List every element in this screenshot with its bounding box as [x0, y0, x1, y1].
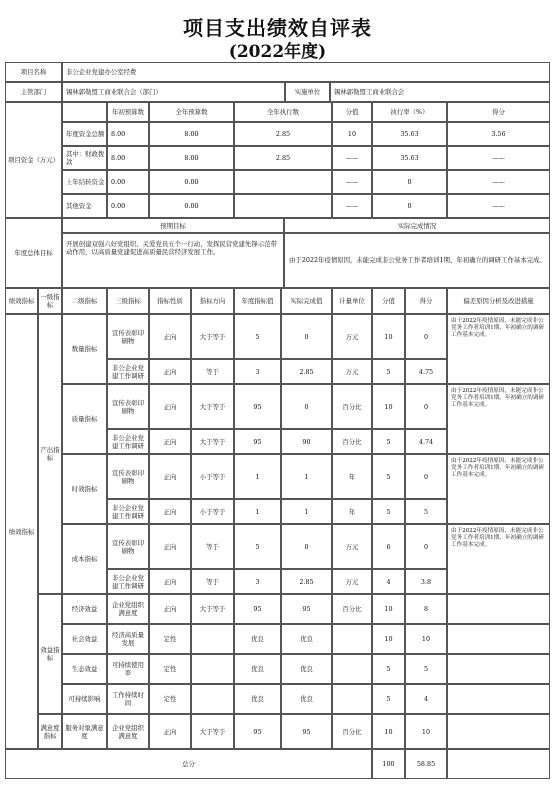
indicator-direction: 大于等于 — [191, 384, 234, 429]
goal-expected-text: 开展创建双强六好党组织、关爱党员五个一行动，发挥民营党建先锋示范带动作用，以高质量党建促进高质量民营经济发展工作。 — [62, 233, 284, 288]
indicator-score: 10 — [405, 624, 447, 654]
indicator-unit: 万元 — [332, 524, 372, 569]
indicator-target: 3 — [234, 569, 281, 594]
indicator-unit: 万元 — [332, 314, 372, 359]
deviation-reason: 由于2022年疫情原因，未能完成非公党务工作者培训1期、年初确立的调研工作基本完成。 — [447, 384, 550, 454]
ind-header-level1: 一级指标 — [38, 288, 62, 314]
fund-row-budget: 8.00 — [149, 122, 234, 146]
indicator-weight: 10 — [372, 384, 405, 429]
satisfaction-indicator-label: 满意度指标 — [38, 714, 62, 749]
indicator-actual: 95 — [281, 594, 332, 624]
fund-row-rate: 0 — [372, 170, 447, 194]
indicator-score: 4.74 — [405, 429, 447, 454]
ind-header-perf: 绩效指标 — [5, 288, 38, 314]
indicator-unit: 万元 — [332, 359, 372, 384]
fund-header-blank — [62, 102, 107, 122]
indicator-nature: 定性 — [149, 684, 191, 714]
indicator-target: 优良 — [234, 654, 281, 684]
fund-header-rate: 执行率（%） — [372, 102, 447, 122]
goal-expected-header: 预期目标 — [62, 218, 284, 233]
indicator-actual: 优良 — [281, 624, 332, 654]
fund-row-score: —— — [447, 146, 550, 170]
fund-row-score: 3.56 — [447, 122, 550, 146]
indicator-unit — [332, 684, 372, 714]
benefit-indicator-label: 效益指标 — [38, 594, 62, 714]
ind-header-actual: 实际完成值 — [281, 288, 332, 314]
indicator-weight: 10 — [372, 314, 405, 359]
indicator-actual: 0 — [281, 384, 332, 429]
fund-row-rate: 0 — [372, 194, 447, 218]
indicator-level3: 经济高质量发展 — [107, 624, 149, 654]
indicator-direction: 大于等于 — [191, 594, 234, 624]
fund-row-budget: 8.00 — [149, 146, 234, 170]
indicator-target: 5 — [234, 524, 281, 569]
indicator-nature: 正向 — [149, 454, 191, 499]
fund-row-exec — [234, 194, 332, 218]
indicator-direction — [191, 624, 234, 654]
ind-header-score: 得分 — [405, 288, 447, 314]
indicator-level3: 企业党组织满意度 — [107, 714, 149, 749]
fund-row-start: 8.00 — [107, 122, 149, 146]
deviation-reason: 由于2022年疫情原因，未能完成非公党务工作者培训1期、年初确立的调研工作基本完成。 — [447, 314, 550, 384]
fund-row-weight: —— — [332, 170, 372, 194]
indicator-level3: 宣传表彰印刷物 — [107, 454, 149, 499]
indicator-score: 8 — [405, 594, 447, 624]
indicator-unit: 年 — [332, 499, 372, 524]
indicator-nature: 正向 — [149, 384, 191, 429]
indicator-target: 95 — [234, 714, 281, 749]
indicator-target: 95 — [234, 384, 281, 429]
impl-unit-value: 锡林郭勒盟工商业联合会 — [330, 82, 550, 102]
indicator-unit: 百分比 — [332, 594, 372, 624]
indicator-unit — [332, 624, 372, 654]
indicator-level2: 数量指标 — [62, 314, 107, 384]
indicator-direction: 等于 — [191, 524, 234, 569]
indicator-level3: 宣传表彰印刷物 — [107, 314, 149, 359]
fund-row-exec: 2.85 — [234, 146, 332, 170]
total-label: 总分 — [5, 749, 372, 779]
output-indicator-label: 产出指标 — [38, 314, 62, 594]
indicator-level3: 非公企业党建工作调研 — [107, 499, 149, 524]
indicator-score: 0 — [405, 454, 447, 499]
indicator-actual: 90 — [281, 429, 332, 454]
indicator-weight: 5 — [372, 499, 405, 524]
impl-unit-label: 实施单位 — [285, 82, 330, 102]
indicator-actual: 2.85 — [281, 359, 332, 384]
perf-indicator-side: 绩效指标 — [5, 314, 38, 749]
ind-header-nature: 指标性质 — [149, 288, 191, 314]
fund-header-budget: 全年预算数 — [149, 102, 234, 122]
fund-row-exec — [234, 170, 332, 194]
fund-row-label: 其中：财政拨款 — [62, 146, 107, 170]
total-weight: 100 — [372, 749, 405, 779]
form-title: 项目支出绩效自评表 — [183, 16, 372, 40]
indicator-nature: 定性 — [149, 624, 191, 654]
fund-row-budget: 0.00 — [149, 170, 234, 194]
indicator-level3: 企业党组织满意度 — [107, 594, 149, 624]
indicator-nature: 正向 — [149, 429, 191, 454]
deviation-reason-blank — [447, 654, 550, 684]
indicator-target: 95 — [234, 429, 281, 454]
total-blank — [447, 749, 550, 779]
fund-header-start: 年初预算数 — [107, 102, 149, 122]
fund-row-score: —— — [447, 194, 550, 218]
indicator-direction: 大于等于 — [191, 714, 234, 749]
indicator-weight: 5 — [372, 359, 405, 384]
indicator-actual: 1 — [281, 499, 332, 524]
fund-row-weight: 10 — [332, 122, 372, 146]
fund-row-label: 其他资金 — [62, 194, 107, 218]
deviation-reason: 由于2022年疫情原因，未能完成非公党务工作者培训1期、年初确立的调研工作基本完成。 — [447, 454, 550, 524]
indicator-target: 1 — [234, 499, 281, 524]
indicator-direction: 小于等于 — [191, 454, 234, 499]
form-year: (2022年度) — [228, 42, 327, 62]
indicator-weight: 5 — [372, 654, 405, 684]
fund-row-rate: 35.63 — [372, 122, 447, 146]
fund-header-exec: 全年执行数 — [234, 102, 332, 122]
indicator-nature: 正向 — [149, 359, 191, 384]
dept-value: 锡林郭勒盟工商业联合会（部门） — [62, 82, 285, 102]
indicator-score: 4.75 — [405, 359, 447, 384]
fund-row-weight: —— — [332, 194, 372, 218]
indicator-unit: 万元 — [332, 569, 372, 594]
deviation-reason-blank — [447, 624, 550, 654]
indicator-nature: 正向 — [149, 594, 191, 624]
indicator-unit: 年 — [332, 454, 372, 499]
indicator-score: 10 — [405, 714, 447, 749]
deviation-reason-blank — [447, 684, 550, 714]
indicator-level2: 时效指标 — [62, 454, 107, 524]
ind-header-deviation: 偏差原因分析及改进措施 — [447, 288, 550, 314]
indicator-direction — [191, 654, 234, 684]
deviation-reason-blank — [447, 714, 550, 749]
goal-label: 年度总体目标 — [5, 218, 62, 288]
indicator-nature: 正向 — [149, 499, 191, 524]
indicator-unit: 百分比 — [332, 714, 372, 749]
indicator-target: 1 — [234, 454, 281, 499]
indicator-score: 3.8 — [405, 569, 447, 594]
indicator-actual: 2.85 — [281, 569, 332, 594]
fund-row-start: 0.00 — [107, 194, 149, 218]
indicator-target: 5 — [234, 314, 281, 359]
fund-row-label: 上年结转资金 — [62, 170, 107, 194]
fund-row-score: —— — [447, 170, 550, 194]
indicator-level3: 工作持续时间 — [107, 684, 149, 714]
fund-row-start: 0.00 — [107, 170, 149, 194]
indicator-weight: 10 — [372, 624, 405, 654]
fund-row-label: 年度资金总额 — [62, 122, 107, 146]
indicator-weight: 6 — [372, 524, 405, 569]
indicator-nature: 正向 — [149, 524, 191, 569]
indicator-level2: 经济效益 — [62, 594, 107, 624]
indicator-level2: 可持续影响 — [62, 684, 107, 714]
fund-label: 项目资金（万元） — [5, 102, 62, 218]
indicator-level3: 可持续使用率 — [107, 654, 149, 684]
fund-header-score: 得分 — [447, 102, 550, 122]
indicator-score: 0 — [405, 314, 447, 359]
indicator-score: 0 — [405, 524, 447, 569]
self-evaluation-form — [5, 4, 550, 782]
indicator-direction: 等于 — [191, 569, 234, 594]
indicator-direction: 大于等于 — [191, 429, 234, 454]
indicator-direction — [191, 684, 234, 714]
indicator-actual: 95 — [281, 714, 332, 749]
goal-actual-text: 由于2022年疫情原因，未能完成非公党务工作者培训1期、年初确立的调研工作基本完成。 — [284, 233, 550, 288]
indicator-actual: 优良 — [281, 654, 332, 684]
indicator-actual: 1 — [281, 454, 332, 499]
indicator-level3: 宣传表彰印刷物 — [107, 384, 149, 429]
indicator-unit: 百分比 — [332, 384, 372, 429]
indicator-nature: 正向 — [149, 569, 191, 594]
indicator-level3: 非公企业党建工作调研 — [107, 429, 149, 454]
indicator-level2: 服务对象满意度 — [62, 714, 107, 749]
indicator-level3: 非公企业党建工作调研 — [107, 359, 149, 384]
fund-row-exec: 2.85 — [234, 122, 332, 146]
indicator-score: 5 — [405, 654, 447, 684]
fund-row-budget: 0.00 — [149, 194, 234, 218]
goal-actual-header: 实际完成情况 — [284, 218, 550, 233]
indicator-level2: 成本指标 — [62, 524, 107, 594]
fund-row-start: 8.00 — [107, 146, 149, 170]
indicator-nature: 正向 — [149, 314, 191, 359]
indicator-score: 4 — [405, 684, 447, 714]
indicator-score: 5 — [405, 499, 447, 524]
indicator-level3: 非公企业党建工作调研 — [107, 569, 149, 594]
fund-header-weight: 分值 — [332, 102, 372, 122]
indicator-weight: 5 — [372, 454, 405, 499]
deviation-reason: 由于2022年疫情原因，未能完成非公党务工作者培训1期、年初确立的调研工作基本完成。 — [447, 524, 550, 594]
indicator-level2: 生态效益 — [62, 654, 107, 684]
indicator-nature: 正向 — [149, 714, 191, 749]
indicator-level2: 质量指标 — [62, 384, 107, 454]
total-score: 58.85 — [405, 749, 447, 779]
indicator-unit: 百分比 — [332, 429, 372, 454]
indicator-weight: 5 — [372, 684, 405, 714]
indicator-direction: 小于等于 — [191, 499, 234, 524]
ind-header-weight: 分值 — [372, 288, 405, 314]
indicator-actual: 0 — [281, 524, 332, 569]
indicator-direction: 等于 — [191, 359, 234, 384]
indicator-level3: 宣传表彰印刷物 — [107, 524, 149, 569]
indicator-weight: 4 — [372, 569, 405, 594]
indicator-actual: 优良 — [281, 684, 332, 714]
indicator-nature: 定性 — [149, 654, 191, 684]
indicator-target: 优良 — [234, 624, 281, 654]
project-name-value: 非公企业党建办公室经费 — [62, 62, 550, 82]
deviation-reason-blank — [447, 594, 550, 624]
dept-label: 主管部门 — [5, 82, 62, 102]
fund-row-rate: 35.63 — [372, 146, 447, 170]
indicator-target: 3 — [234, 359, 281, 384]
fund-row-weight: —— — [332, 146, 372, 170]
indicator-weight: 10 — [372, 714, 405, 749]
indicator-actual: 0 — [281, 314, 332, 359]
ind-header-direction: 指标方向 — [191, 288, 234, 314]
indicator-weight: 10 — [372, 594, 405, 624]
indicator-direction: 大于等于 — [191, 314, 234, 359]
ind-header-level2: 二级指标 — [62, 288, 107, 314]
ind-header-target: 年度指标值 — [234, 288, 281, 314]
indicator-target: 95 — [234, 594, 281, 624]
ind-header-unit: 计量单位 — [332, 288, 372, 314]
indicator-weight: 5 — [372, 429, 405, 454]
indicator-target: 优良 — [234, 684, 281, 714]
ind-header-level3: 三级指标 — [107, 288, 149, 314]
indicator-unit — [332, 654, 372, 684]
indicator-score: 0 — [405, 384, 447, 429]
indicator-level2: 社会效益 — [62, 624, 107, 654]
project-name-label: 项目名称 — [5, 62, 62, 82]
